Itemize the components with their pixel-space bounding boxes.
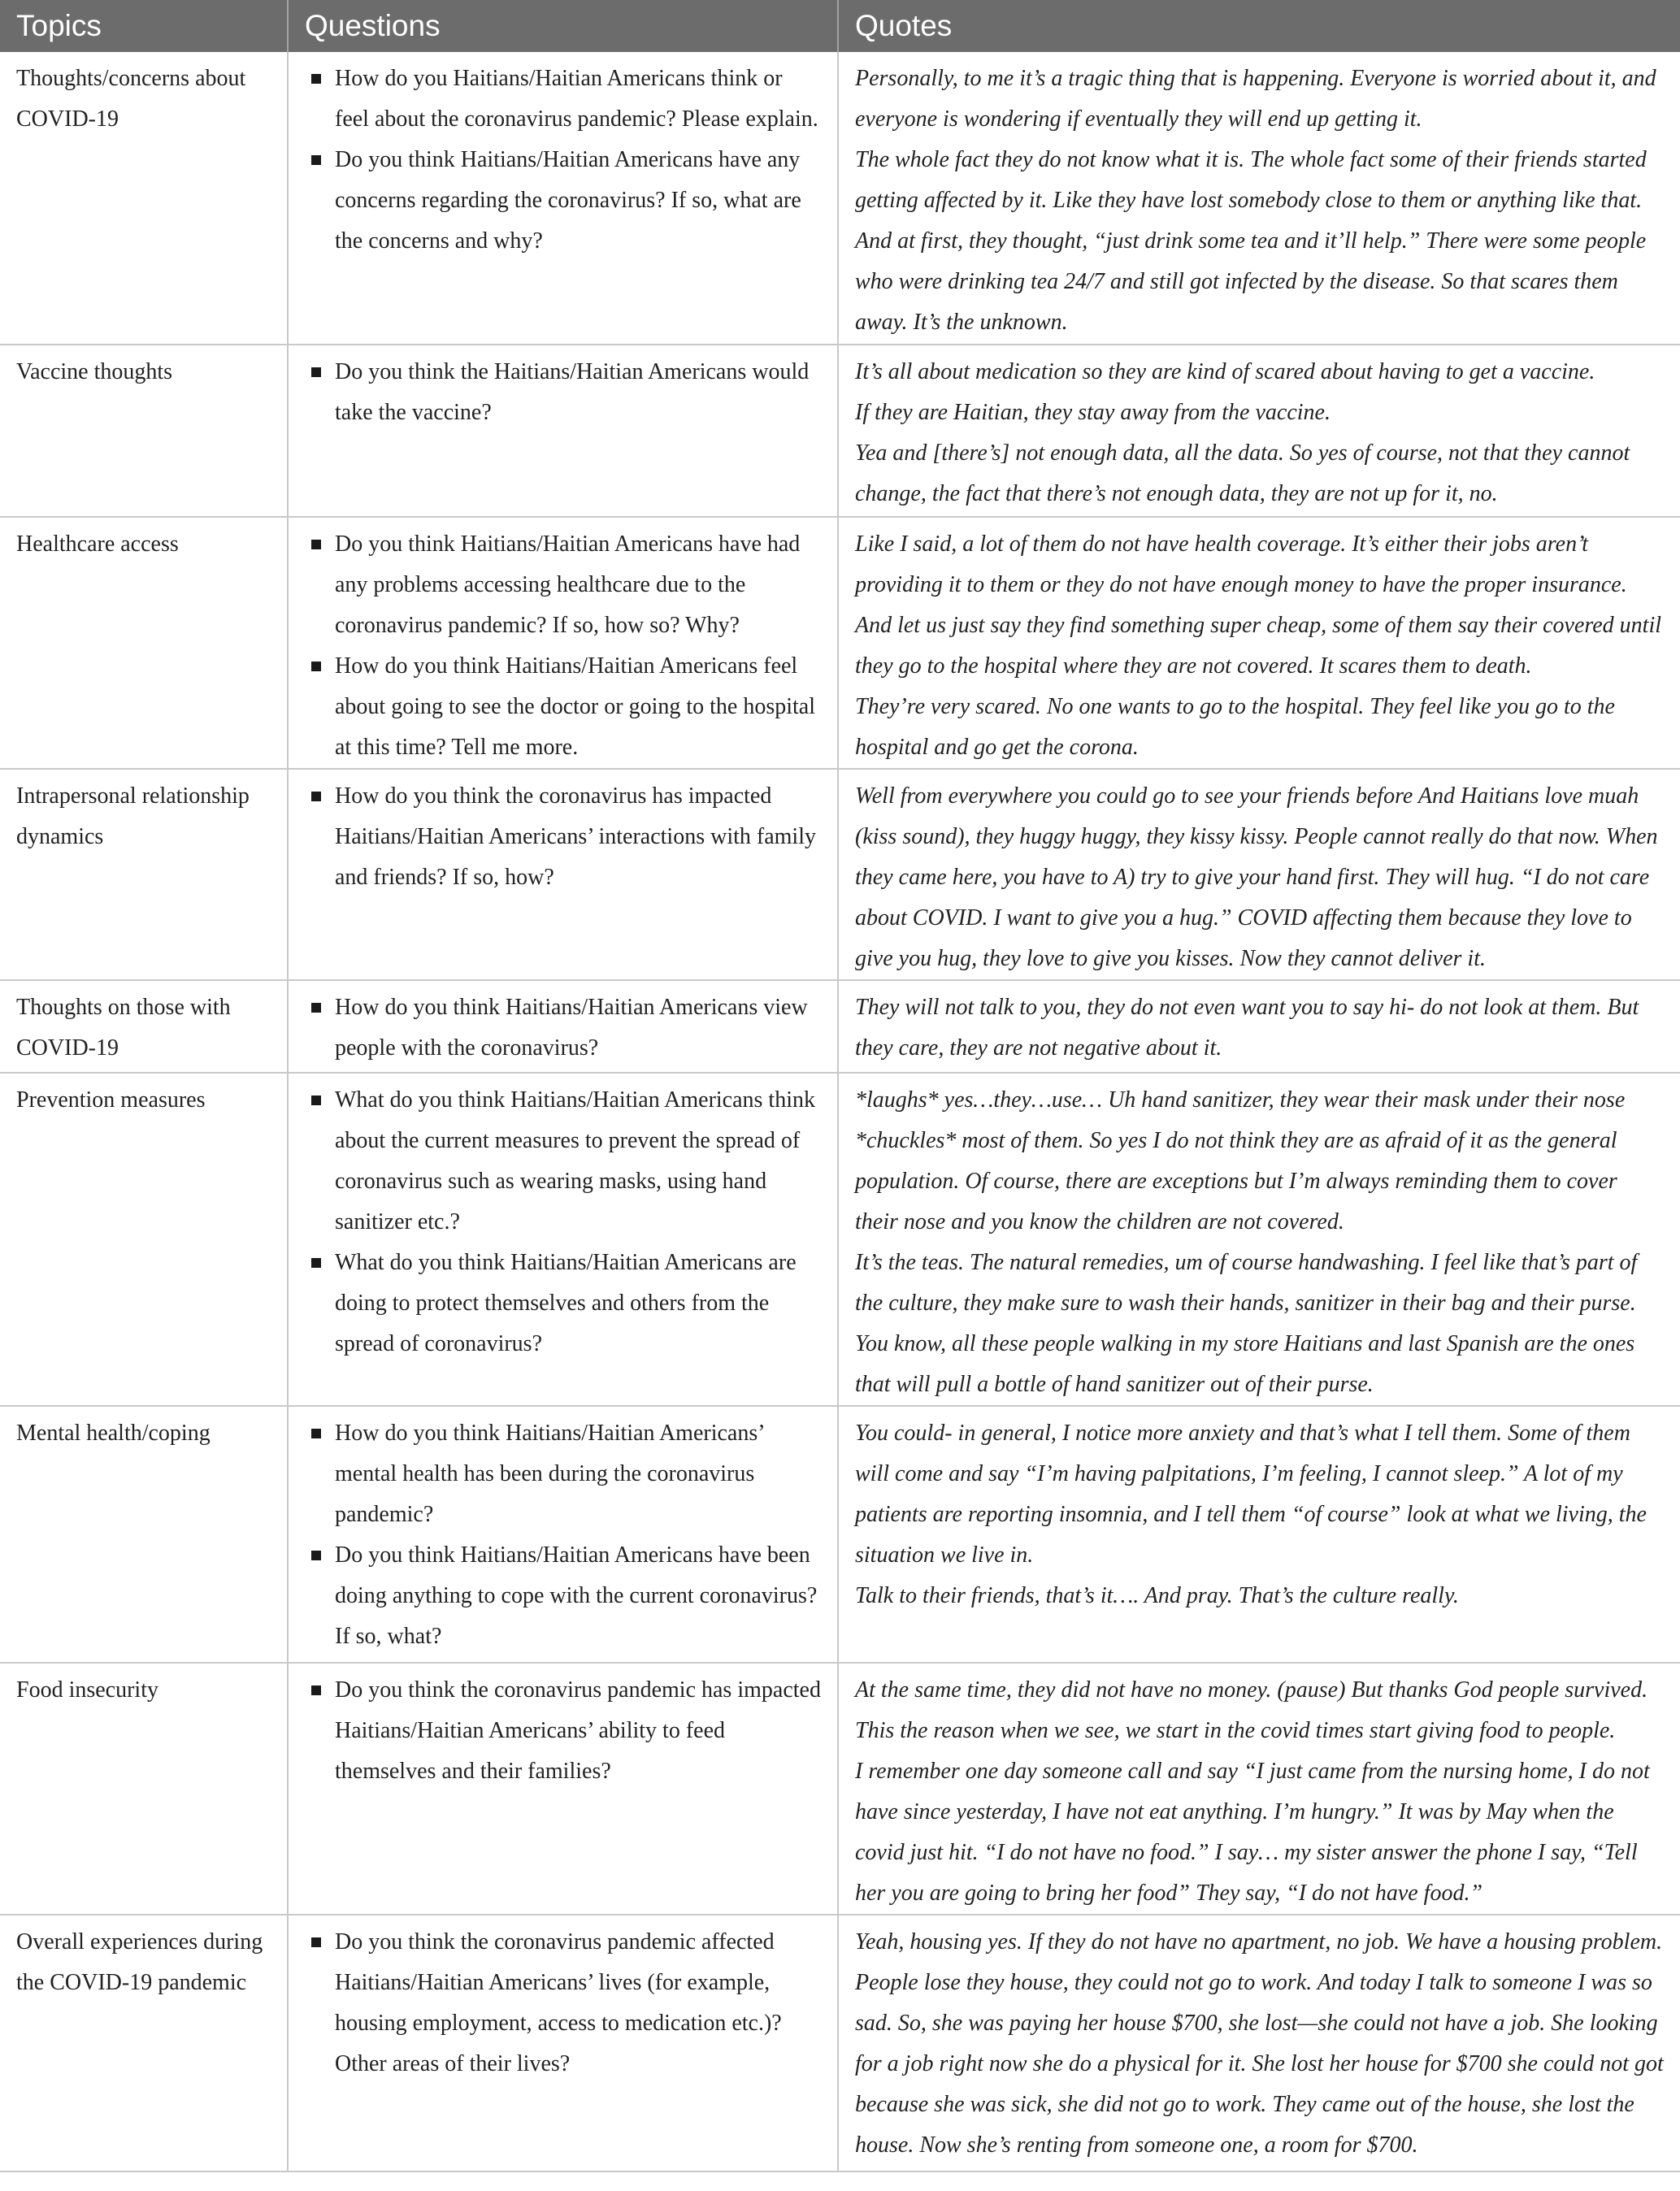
table-row — [0, 1663, 1680, 1915]
questions-cell — [288, 1915, 838, 2171]
quote-text: It’s all about medication so they are kind of scared about having to get a vaccine. — [855, 359, 1595, 384]
quotes-cell — [838, 1406, 1680, 1663]
question-item: Do you think Haitians/Haitian Americans have been doing anything to cope with the current coronavirus? If so, what? — [305, 1535, 821, 1657]
table-row — [0, 1915, 1680, 2171]
header-quotes: Quotes — [838, 0, 1680, 52]
quote-text: Yea and [there’s] not enough data, all the data. So yes of course, not that they cannot change, the fact that there’s not enough data, they are not up for it, no. — [855, 440, 1630, 506]
quotes-cell — [838, 1915, 1680, 2171]
question-item: Do you think the coronavirus pandemic has impacted Haitians/Haitian Americans’ ability to feed themselves and their families? — [305, 1670, 821, 1792]
quote-text: You could- in general, I notice more anxiety and that’s what I tell them. Some of them will come and say “I’m having palpitations, I’m feeling, I cannot sleep.” A lot of my patients are reporting insomnia, and I tell them “of course” look at what we living, the situation we live in. — [855, 1421, 1647, 1568]
question-item: How do you think the coronavirus has impacted Haitians/Haitian Americans’ interactions with family and friends? If so, how? — [305, 776, 821, 898]
header-questions: Questions — [288, 0, 838, 52]
topic-cell: Prevention measures — [0, 1073, 288, 1406]
topic-cell: Intrapersonal relationship dynamics — [0, 769, 288, 980]
quotes-cell — [838, 980, 1680, 1073]
question-item: What do you think Haitians/Haitian Americans think about the current measures to prevent the spread of coronavirus such as wearing masks, using hand sanitizer etc.? — [305, 1080, 821, 1243]
quote-text: Well from everywhere you could go to see your friends before And Haitians love muah (kiss sound), they huggy huggy, they kissy kissy. People cannot really do that now. When they came here, you have to A) try to give your hand first. They will hug. “I do not care about COVID. I want to give you a hug.” COVID affecting them because they love to give you hug, they love to give you kisses. Now they cannot deliver it. — [855, 783, 1658, 971]
question-item: How do you think Haitians/Haitian Americans view people with the coronavirus? — [305, 987, 821, 1069]
quote-text: *laughs* yes…they…use… Uh hand sanitizer, they wear their mask under their nose *chuckles* most of them. So yes I do not think they are as afraid of it as the general population. Of course, there are exceptions but I’m always reminding them to cover their nose and you know the children are not covered. — [855, 1087, 1626, 1234]
table-row — [0, 980, 1680, 1073]
question-item: How do you think Haitians/Haitian Americans’ mental health has been during the coronavirus pandemic? — [305, 1413, 821, 1535]
question-list — [305, 1080, 821, 1364]
question-item: How do you think Haitians/Haitian Americans feel about going to see the doctor or going to the hospital at this time? Tell me more. — [305, 646, 821, 768]
quote-text: Yeah, housing yes. If they do not have no apartment, no job. We have a housing problem. People lose they house, they could not go to work. And today I talk to someone I was so sad. So, she was paying her house $700, she lost—she could not have a job. She looking for a job right now she do a physical for it. She lost her house for $700 she could not got because she was sick, she did not go to work. They came out of the house, she lost the house. Now she’s renting from someone one, a room for $700. — [855, 1929, 1664, 2158]
topic-cell: Healthcare access — [0, 517, 288, 769]
questions-cell — [288, 1406, 838, 1663]
quote-text: It’s the teas. The natural remedies, um of course handwashing. I feel like that’s part of the culture, they make sure to wash their hands, sanitizer in their bag and their purse. You know, all these people walking in my store Haitians and last Spanish are the ones that will pull a bottle of hand sanitizer out of their purse. — [855, 1250, 1638, 1397]
header-topics: Topics — [0, 0, 288, 52]
table-row — [0, 52, 1680, 345]
quote-text: Talk to their friends, that’s it…. And pray. That’s the culture really. — [855, 1583, 1459, 1608]
header-row — [0, 0, 1680, 52]
quote-text: I remember one day someone call and say “I just came from the nursing home, I do not have since yesterday, I have not eat anything. I’m hungry.” It was by May when the covid just hit. “I do not have no food.” I say… my sister answer the phone I say, “Tell her you are going to bring her food” They say, “I do not have food.” — [855, 1759, 1650, 1906]
table-row — [0, 517, 1680, 769]
table-row — [0, 345, 1680, 517]
question-item: Do you think the coronavirus pandemic affected Haitians/Haitian Americans’ lives (for example, housing employment, access to medication etc.)? Other areas of their lives? — [305, 1922, 821, 2085]
questions-cell — [288, 345, 838, 517]
quote-text: At the same time, they did not have no money. (pause) But thanks God people survived. This the reason when we see, we start in the covid times start giving food to people. — [855, 1677, 1648, 1743]
topic-cell: Thoughts on those with COVID-19 — [0, 980, 288, 1073]
quotes-cell — [838, 1073, 1680, 1406]
question-list — [305, 987, 821, 1069]
questions-cell — [288, 52, 838, 345]
table-row — [0, 769, 1680, 980]
quotes-cell — [838, 345, 1680, 517]
quotes-cell — [838, 517, 1680, 769]
table-row — [0, 1073, 1680, 1406]
question-list — [305, 524, 821, 768]
questions-cell — [288, 769, 838, 980]
topic-cell: Food insecurity — [0, 1663, 288, 1915]
quotes-cell — [838, 769, 1680, 980]
topic-cell: Thoughts/concerns about COVID-19 — [0, 52, 288, 345]
question-list — [305, 1922, 821, 2085]
topic-cell: Vaccine thoughts — [0, 345, 288, 517]
quote-text: They will not talk to you, they do not even want you to say hi- do not look at them. But they care, they are not negative about it. — [855, 995, 1639, 1061]
question-item: Do you think the Haitians/Haitian Americans would take the vaccine? — [305, 352, 821, 433]
quotes-cell — [838, 52, 1680, 345]
question-item: Do you think Haitians/Haitian Americans have any concerns regarding the coronavirus? If so, what are the concerns and why? — [305, 140, 821, 262]
table-row — [0, 1406, 1680, 1663]
topic-cell: Mental health/coping — [0, 1406, 288, 1663]
questions-cell — [288, 1073, 838, 1406]
questions-cell — [288, 517, 838, 769]
quote-text: Personally, to me it’s a tragic thing that is happening. Everyone is worried about it, and everyone is wondering if eventually they will end up getting it. — [855, 66, 1656, 132]
quote-text: Like I said, a lot of them do not have health coverage. It’s either their jobs aren’t providing it to them or they do not have enough money to have the proper insurance. And let us just say they find something super cheap, some of them say their covered until they go to the hospital where they are not covered. It scares them to death. — [855, 531, 1662, 679]
question-item: How do you Haitians/Haitian Americans think or feel about the coronavirus pandemic? Please explain. — [305, 59, 821, 140]
question-list — [305, 1413, 821, 1657]
table-body — [0, 52, 1680, 2171]
quote-text: The whole fact they do not know what it is. The whole fact some of their friends started getting affected by it. Like they have lost somebody close to them or anything like that. And at first, they thought, “just drink some tea and it’ll help.” There were some people who were drinking tea 24/7 and still got infected by the disease. So that scares them away. It’s the unknown. — [855, 147, 1647, 335]
quotes-cell — [838, 1663, 1680, 1915]
question-list — [305, 776, 821, 898]
question-list — [305, 59, 821, 262]
quote-text: They’re very scared. No one wants to go to the hospital. They feel like you go to the hospital and go get the corona. — [855, 694, 1615, 760]
question-item: What do you think Haitians/Haitian Americans are doing to protect themselves and others from the spread of coronavirus? — [305, 1243, 821, 1364]
question-list — [305, 352, 821, 433]
question-list — [305, 1670, 821, 1792]
quote-text: If they are Haitian, they stay away from the vaccine. — [855, 400, 1331, 425]
questions-cell — [288, 1663, 838, 1915]
topic-cell: Overall experiences during the COVID-19 pandemic — [0, 1915, 288, 2171]
table-header — [0, 0, 1680, 52]
questions-cell — [288, 980, 838, 1073]
question-item: Do you think Haitians/Haitian Americans have had any problems accessing healthcare due to the coronavirus pandemic? If so, how so? Why? — [305, 524, 821, 646]
